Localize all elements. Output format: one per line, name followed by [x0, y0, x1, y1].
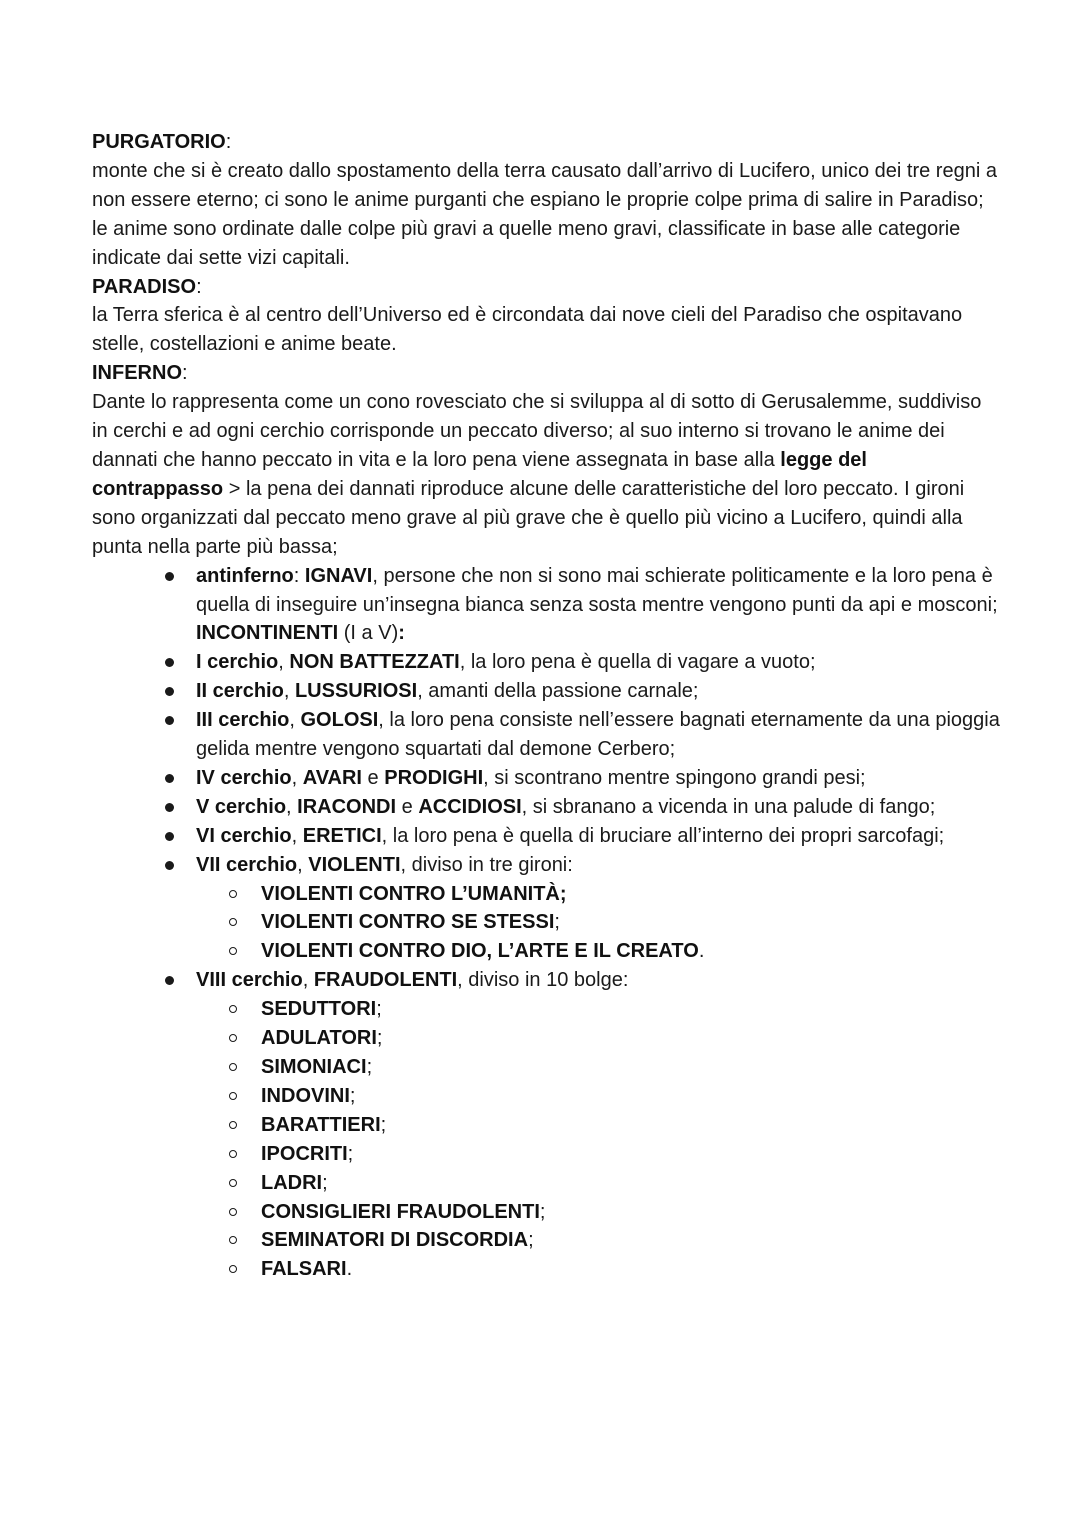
sub-item-tail: ; [366, 1056, 373, 1078]
purgatorio-text: monte che si è creato dallo spostamento della terra causato dall’arrivo di Lucifero, unico dei tre regni a non essere eterno; ci sono le anime purganti che espiano le proprie colpe prima di salire in Paradiso; le anime sono ordinate dalle colpe più gravi a quelle meno gravi, classificate in base alle categorie indicate dai sette vizi capitali. [92, 159, 997, 269]
item-sinners: IGNAVI [304, 564, 373, 587]
item-desc: , la loro pena consiste nell’essere bagnati eternamente da una pioggia gelida mentre vengono squartati dal demone Cerbero; [196, 709, 1000, 761]
item-sep: , [302, 969, 314, 992]
item-sep: : [293, 564, 305, 587]
item-desc: , amanti della passione carnale; [417, 680, 699, 703]
list-item-antinferno [196, 562, 1002, 620]
incontinenti-label: INCONTINENTI [196, 622, 339, 645]
list-item-cerchio-3 [196, 706, 1002, 764]
item-name: VI cerchio [196, 824, 292, 847]
circles-list [92, 562, 1002, 1285]
item-name: antinferno [196, 564, 294, 587]
item-desc: , la loro pena è quella di bruciare all’interno dei propri sarcofagi; [381, 824, 945, 847]
inferno-text [92, 388, 1002, 561]
bullet-icon [165, 861, 174, 870]
item-sinners: AVARI [302, 766, 362, 789]
sub-item-label: VIOLENTI CONTRO SE STESSI [261, 911, 555, 934]
item-name: II cerchio [196, 680, 284, 703]
purgatorio-heading [92, 128, 1002, 157]
sub-item-tail: ; [376, 1027, 383, 1050]
item-sinners: IRACONDI [297, 795, 397, 818]
item-desc: , si sbranano a vicenda in una palude di fango; [521, 795, 936, 818]
bolge-list [196, 995, 1002, 1284]
inferno-heading [92, 359, 1002, 388]
purgatorio-title: PURGATORIO [92, 131, 226, 153]
sub-item-label: VIOLENTI CONTRO DIO, L’ARTE E IL CREATO [261, 940, 699, 963]
item-sep: , [286, 795, 298, 818]
hollow-bullet-icon [229, 1265, 237, 1273]
sub-list-item [261, 1198, 1002, 1227]
item-and: e [362, 766, 385, 789]
item-name: I cerchio [196, 651, 279, 674]
sub-list-item [261, 1226, 1002, 1255]
sub-item-tail: ; [380, 1113, 387, 1136]
item-name: VII cerchio [196, 853, 298, 876]
sub-item-tail: . [698, 940, 705, 963]
sub-list-item [261, 1255, 1002, 1284]
list-item-cerchio-1 [196, 648, 1002, 677]
hollow-bullet-icon [229, 890, 237, 898]
sub-item-label: LADRI [261, 1171, 323, 1194]
inferno-colon: : [182, 362, 188, 385]
item-name: V cerchio [196, 795, 287, 818]
sub-item-label: IPOCRITI [261, 1142, 348, 1165]
sub-item-label: INDOVINI [261, 1084, 350, 1107]
list-item-cerchio-4 [196, 764, 1002, 793]
sub-list-item [261, 1169, 1002, 1198]
sub-list-item [261, 1053, 1002, 1082]
sub-list-item [261, 1024, 1002, 1053]
bullet-icon [165, 572, 174, 581]
bullet-icon [165, 976, 174, 985]
inferno-text-part-a: Dante lo rappresenta come un cono rovesciato che si sviluppa al di sotto di Gerusalemme, suddiviso in cerchi e ad ogni cerchio corrisponde un peccato diverso; al suo interno si trovano le anime dei dannati che hanno peccato in vita e la loro pena viene assegnata in base alla [92, 391, 982, 471]
paradiso-colon: : [196, 275, 202, 298]
bullet-icon [165, 658, 174, 667]
sub-list-item [261, 1111, 1002, 1140]
incontinenti-colon: : [398, 622, 405, 645]
paradiso-title: PARADISO [92, 275, 197, 298]
item-sinners-2: ACCIDIOSI [418, 795, 522, 818]
sub-item-tail: . [346, 1258, 353, 1281]
item-name: VIII cerchio [196, 969, 303, 992]
bullet-icon [165, 774, 174, 783]
list-item-incontinenti [196, 619, 1002, 648]
sub-item-tail: ; [347, 1142, 354, 1165]
item-desc: , diviso in 10 bolge: [457, 969, 629, 992]
item-sep: , [291, 824, 303, 847]
item-desc: , diviso in tre gironi: [400, 853, 573, 876]
item-sep: , [278, 651, 290, 674]
item-desc: , la loro pena è quella di vagare a vuoto; [459, 651, 816, 674]
sub-item-label: SIMONIACI [261, 1056, 367, 1078]
sub-item-label: SEMINATORI DI DISCORDIA [261, 1229, 529, 1252]
hollow-bullet-icon [229, 947, 237, 955]
paradiso-text: la Terra sferica è al centro dell’Universo ed è circondata dai nove cieli del Paradiso che ospitavano stelle, costellazioni e anime beate. [92, 304, 963, 356]
item-sep: , [291, 766, 303, 789]
item-and: e [396, 795, 419, 818]
sub-item-tail: ; [539, 1200, 546, 1223]
bullet-icon [165, 832, 174, 841]
hollow-bullet-icon [229, 1005, 237, 1013]
hollow-bullet-icon [229, 918, 237, 926]
list-item-cerchio-5 [196, 793, 1002, 822]
document-page [92, 128, 1002, 1284]
item-sinners-2: PRODIGHI [384, 766, 484, 789]
item-desc: , si scontrano mentre spingono grandi pesi; [483, 766, 866, 789]
item-name: IV cerchio [196, 766, 292, 789]
contrappasso-term: legge del contrappasso [92, 448, 867, 500]
inferno-text-part-b: > la pena dei dannati riproduce alcune delle caratteristiche del loro peccato. I gironi sono organizzati dal peccato meno grave al più grave che è quello più vicino a Lucifero, quindi alla punta nella parte più bassa; [92, 477, 965, 558]
sub-item-tail: ; [528, 1229, 534, 1252]
item-sinners: LUSSURIOSI [294, 680, 418, 703]
paradiso-heading [92, 273, 1002, 302]
sub-item-tail: ; [322, 1171, 328, 1194]
sub-list-item [261, 1082, 1002, 1111]
sub-list-item [261, 908, 1002, 937]
list-item-cerchio-6 [196, 822, 1002, 851]
item-sinners: VIOLENTI [308, 853, 401, 876]
sub-list-item [261, 1140, 1002, 1169]
item-sep: , [289, 709, 301, 732]
sub-item-tail: ; [376, 998, 382, 1021]
purgatorio-colon: : [225, 131, 232, 153]
item-sinners: ERETICI [302, 824, 382, 847]
bullet-icon [165, 687, 174, 696]
hollow-bullet-icon [229, 1121, 237, 1129]
sub-item-tail: ; [349, 1084, 356, 1107]
list-item-cerchio-7 [196, 851, 1002, 967]
gironi-list [196, 880, 1002, 967]
hollow-bullet-icon [229, 1063, 237, 1071]
sub-item-label: BARATTIERI [261, 1113, 381, 1136]
sub-item-label: FALSARI [261, 1258, 347, 1281]
sub-item-label: VIOLENTI CONTRO L’UMANITÀ; [261, 882, 567, 905]
bullet-icon [165, 716, 174, 725]
list-item-cerchio-8 [196, 966, 1002, 1284]
sub-item-tail: ; [554, 911, 560, 934]
hollow-bullet-icon [229, 1034, 237, 1042]
sub-item-label: CONSIGLIERI FRAUDOLENTI [261, 1200, 540, 1223]
sub-list-item [261, 937, 1002, 966]
inferno-title: INFERNO [92, 362, 182, 385]
hollow-bullet-icon [229, 1150, 237, 1158]
item-sep: , [283, 680, 295, 703]
sub-list-item [261, 880, 1002, 909]
item-sinners: FRAUDOLENTI [313, 969, 458, 992]
sub-item-label: ADULATORI [261, 1027, 377, 1050]
item-desc: , persone che non si sono mai schierate politicamente e la loro pena è quella di inseguire un’insegna bianca senza sosta mentre vengono punti da api e mosconi; [196, 564, 998, 616]
sub-list-item [261, 995, 1002, 1024]
hollow-bullet-icon [229, 1092, 237, 1100]
item-name: III cerchio [196, 709, 290, 732]
sub-item-label: SEDUTTORI [261, 998, 377, 1021]
bullet-icon [165, 803, 174, 812]
hollow-bullet-icon [229, 1179, 237, 1187]
item-sep: , [297, 853, 309, 876]
hollow-bullet-icon [229, 1208, 237, 1216]
hollow-bullet-icon [229, 1236, 237, 1244]
item-sinners: GOLOSI [300, 709, 379, 732]
incontinenti-range: (I a V) [338, 622, 399, 645]
item-sinners: NON BATTEZZATI [289, 651, 460, 674]
list-item-cerchio-2 [196, 677, 1002, 706]
